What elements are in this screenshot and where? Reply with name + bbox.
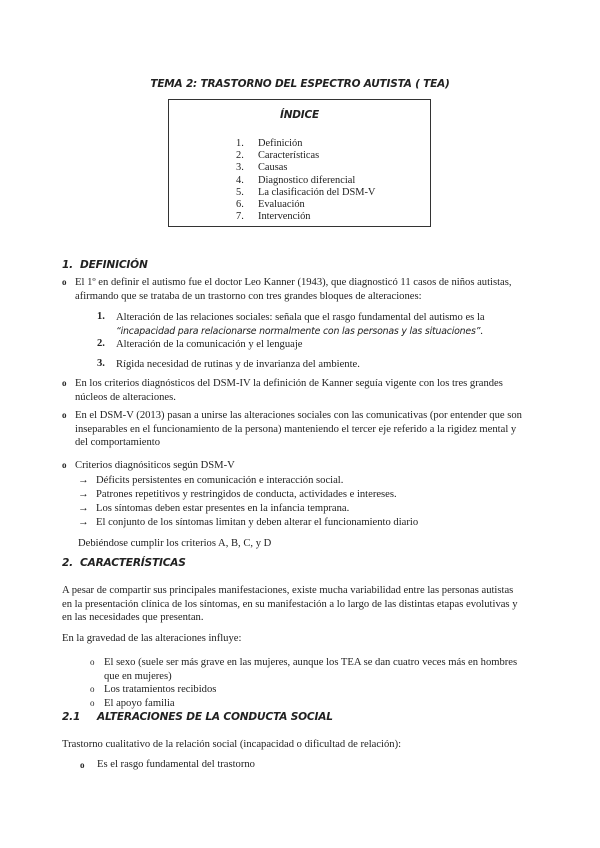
paragraph: En el DSM-V (2013) pasan a unirse las alteraciones sociales con las comunicativas (por entender que son inseparables en el funcionamiento de la persona) manteniendo el tercer eje referido a la rigidez mental y del comportamiento — [75, 410, 522, 448]
bullet-icon: o — [62, 460, 67, 470]
circle-bullet-icon: o — [90, 657, 95, 667]
list-item: El apoyo familia — [104, 698, 175, 709]
list-item: Es el rasgo fundamental del trastorno — [97, 759, 255, 770]
paragraph: Criterios diagnósiticos según DSM-V — [75, 460, 235, 471]
list-item: Los tratamientos recibidos — [104, 684, 217, 695]
bullet-icon: o — [80, 760, 85, 770]
section-1-heading: DEFINICIÓN — [80, 259, 148, 271]
section-1-number: 1. — [62, 259, 73, 271]
paragraph: El 1º en definir el autismo fue el doctor Leo Kanner (1943), que diagnosticó 11 casos de niños autistas, afirmando que se trataba de un trastorno con tres grandes bloques de alteraciones: — [75, 277, 512, 302]
section-2-1-number: 2.1 — [62, 711, 81, 723]
paragraph: A pesar de compartir sus principales manifestaciones, existe mucha variabilidad entre las personas autistas en la presentación clínica de los síntomas, en su manifestación a lo largo de las distintas etapas evolutivas y en las necesidades que presentan. — [62, 585, 518, 623]
index-item: 7. Intervención — [236, 211, 311, 223]
index-item: 4. Diagnostico diferencial — [236, 174, 356, 186]
numbered-item-number: 3. — [97, 358, 105, 369]
bullet-icon: o — [62, 410, 67, 420]
paragraph: Trastorno cualitativo de la relación social (incapacidad o dificultad de relación): — [62, 739, 402, 750]
arrow-item: → Los síntomas deben estar presentes en la infancia temprana. — [78, 503, 350, 514]
closing-note: Debiéndose cumplir los criterios A, B, C, y D — [78, 538, 272, 549]
numbered-item-number: 2. — [97, 338, 105, 349]
index-box — [168, 99, 431, 227]
circle-bullet-icon: o — [90, 684, 95, 694]
arrow-icon: → — [78, 503, 89, 514]
numbered-item: Rígida necesidad de rutinas y de invarianza del ambiente. — [116, 359, 360, 370]
section-2-number: 2. — [62, 557, 73, 569]
index-item: 6. Evaluación — [236, 198, 305, 210]
index-item: 2. Características — [236, 150, 320, 162]
document-title: TEMA 2: TRASTORNO DEL ESPECTRO AUTISTA ( TEA) — [150, 78, 450, 90]
arrow-icon: → — [78, 489, 89, 500]
arrow-item: → El conjunto de los síntomas limitan y deben alterar el funcionamiento diario — [78, 517, 419, 528]
paragraph: En la gravedad de las alteraciones influye: — [62, 633, 242, 644]
section-2-1-heading: ALTERACIONES DE LA CONDUCTA SOCIAL — [97, 711, 333, 723]
arrow-item: → Patrones repetitivos y restringidos de conducta, actividades e intereses. — [78, 489, 397, 500]
arrow-icon: → — [78, 475, 89, 486]
arrow-icon: → — [78, 517, 89, 528]
index-item: 1. Definición — [236, 138, 303, 149]
index-heading: ÍNDICE — [280, 109, 319, 121]
numbered-item: Alteración de la comunicación y el lenguaje — [116, 339, 303, 350]
paragraph: En los criterios diagnósticos del DSM-IV la definición de Kanner seguía vigente con los tres grandes núcleos de alteraciones. — [75, 378, 503, 403]
numbered-item-number: 1. — [97, 311, 105, 322]
index-list — [236, 138, 375, 223]
arrow-item: → Déficits persistentes en comunicación e interacción social. — [78, 475, 344, 486]
bullet-icon: o — [62, 277, 67, 287]
index-item: 3. Causas — [236, 162, 288, 174]
circle-bullet-icon: o — [90, 698, 95, 708]
bullet-icon: o — [62, 378, 67, 388]
numbered-item: Alteración de las relaciones sociales: señala que el rasgo fundamental del autismo es la “incapacidad para relacionarse normalmente con las personas y las situaciones”. — [116, 312, 485, 337]
list-item: El sexo (suele ser más grave en las mujeres, aunque los TEA se dan cuatro veces más en hombres que en mujeres) — [104, 657, 518, 682]
section-2-heading: CARACTERÍSTICAS — [80, 557, 186, 569]
index-item: 5. La clasificación del DSM-V — [236, 186, 376, 198]
